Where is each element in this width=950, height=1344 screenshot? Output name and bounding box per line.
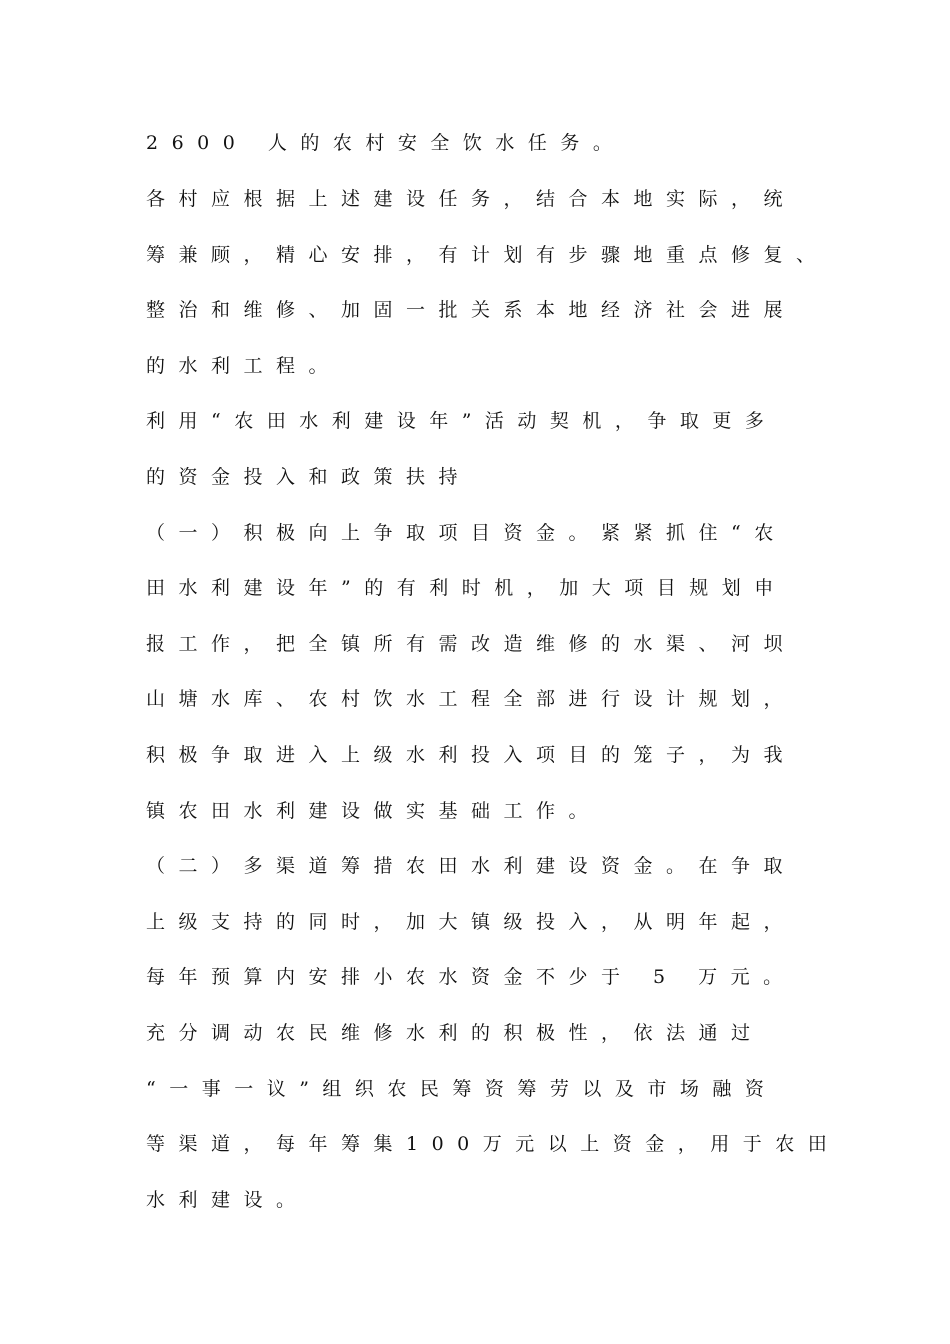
text-line: 山塘水库、农村饮水工程全部进行设计规划， [146, 688, 797, 710]
text-line: 充分调动农民维修水利的积极性，依法通过 [146, 1022, 764, 1044]
text-line: 报工作，把全镇所有需改造维修的水渠、河坝 [146, 633, 797, 655]
text-line: 积极争取进入上级水利投入项目的笼子，为我 [146, 744, 797, 766]
text-line: 各村应根据上述建设任务，结合本地实际，统 [146, 188, 797, 210]
text-line: （二）多渠道筹措农田水利建设资金。在争取 [146, 855, 797, 877]
text-line: 整治和维修、加固一批关系本地经济社会进展 [146, 299, 797, 321]
text-line: （一）积极向上争取项目资金。紧紧抓住“农 [146, 522, 787, 544]
text-line: 田水利建设年”的有利时机，加大项目规划申 [146, 577, 787, 599]
text-line: 镇农田水利建设做实基础工作。 [146, 800, 602, 822]
text-line: 每年预算内安排小农水资金不少于 5 万元。 [146, 966, 796, 988]
text-line: 上级支持的同时，加大镇级投入，从明年起， [146, 911, 797, 933]
text-line: 水利建设。 [146, 1189, 309, 1211]
text-line: 的水利工程。 [146, 355, 342, 377]
text-line: 等渠道，每年筹集100万元以上资金，用于农田 [146, 1133, 841, 1155]
text-line: 利用“农田水利建设年”活动契机，争取更多 [146, 410, 778, 432]
text-line: 的资金投入和政策扶持 [146, 466, 472, 488]
text-line: 筹兼顾，精心安排，有计划有步骤地重点修复、 [146, 244, 829, 266]
text-line: “一事一议”组织农民筹资筹劳以及市场融资 [146, 1078, 778, 1100]
text-line: 2600 人的农村安全饮水任务。 [146, 132, 626, 154]
